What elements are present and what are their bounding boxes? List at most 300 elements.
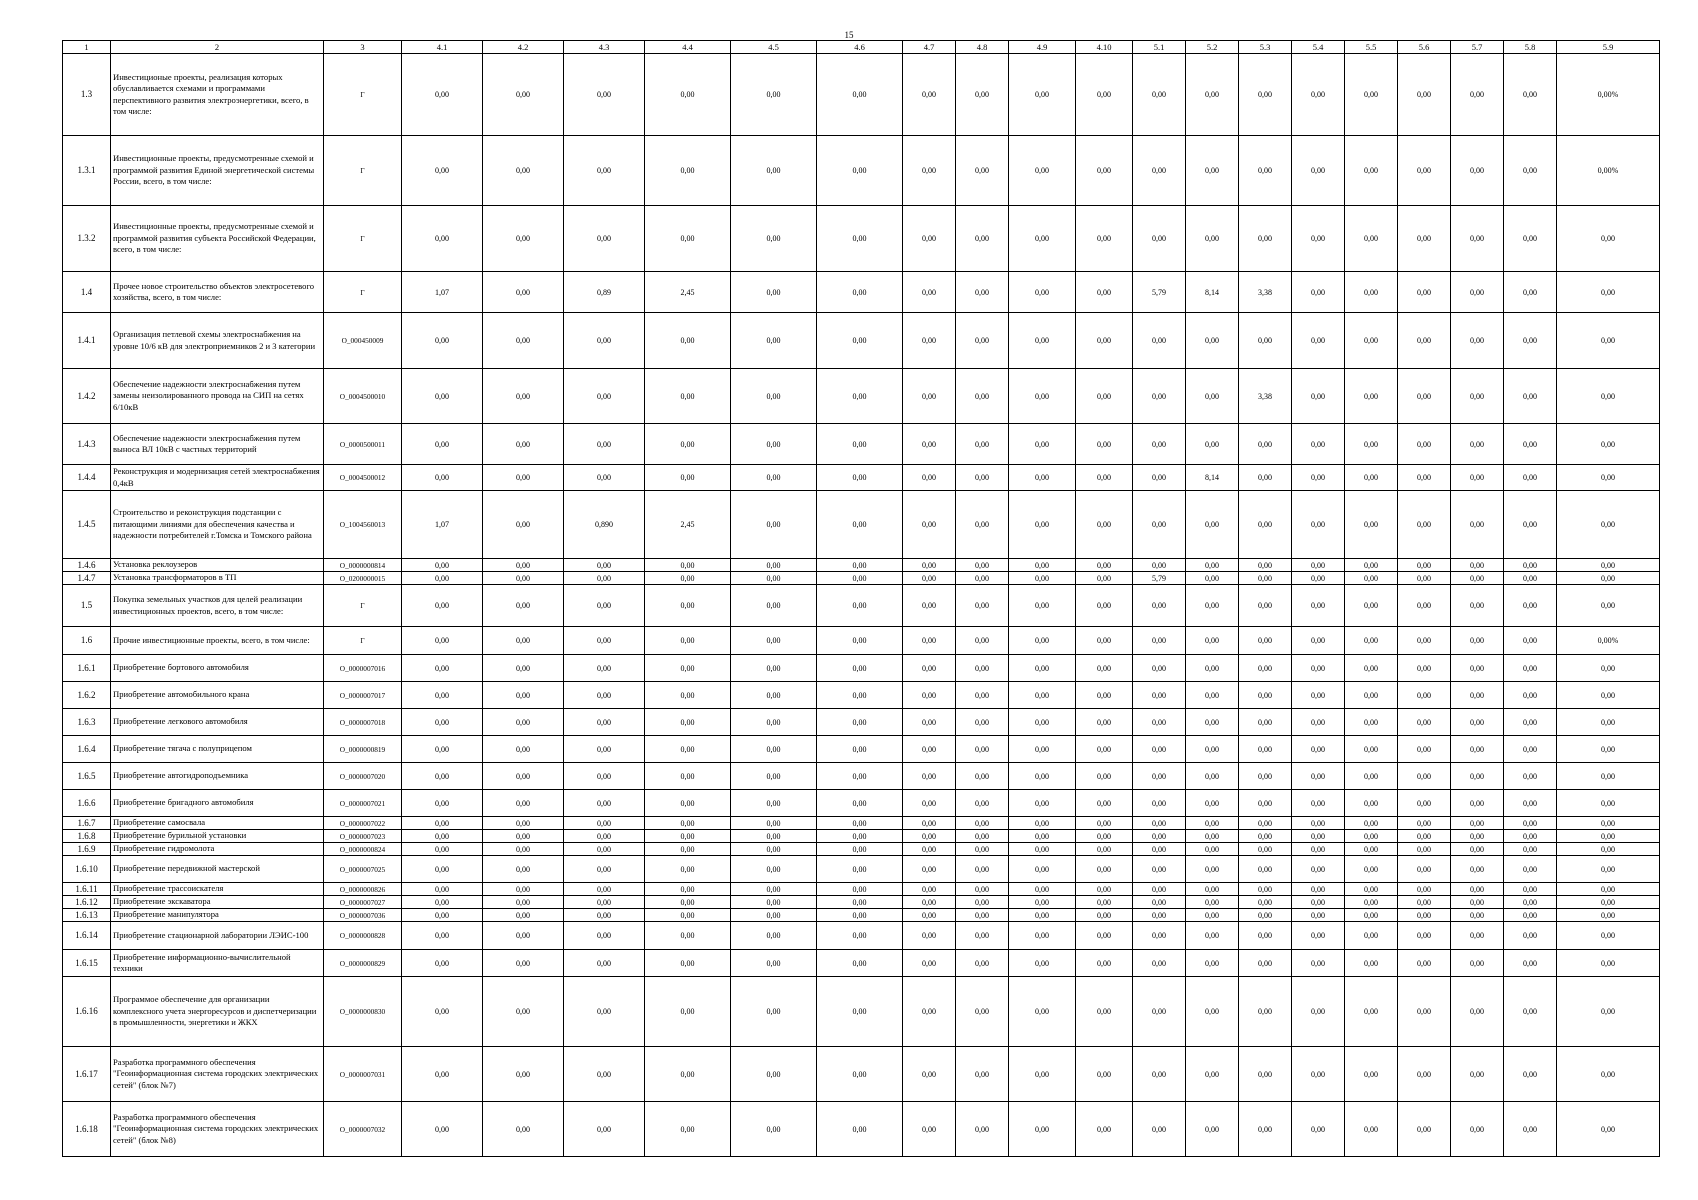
value-cell: 0,00: [1076, 763, 1133, 790]
value-cell: 0,00: [402, 313, 483, 369]
value-cell: 0,00: [1504, 206, 1557, 272]
value-cell: 0,00: [731, 922, 817, 950]
value-cell: 0,00: [1186, 655, 1239, 682]
row-number: 1.4: [63, 272, 111, 313]
column-header: 4.9: [1009, 41, 1076, 54]
value-cell: 0,00: [1345, 136, 1398, 206]
row-number: 1.6.6: [63, 790, 111, 817]
value-cell: 0,00: [402, 977, 483, 1047]
value-cell: 0,00: [483, 922, 564, 950]
value-cell: 0,00: [1345, 790, 1398, 817]
value-cell: 0,00: [1504, 559, 1557, 572]
value-cell: 0,00: [1186, 682, 1239, 709]
value-cell: 0,00: [903, 1047, 956, 1102]
value-cell: 0,00: [903, 763, 956, 790]
value-cell: 0,00: [956, 763, 1009, 790]
value-cell: 0,00: [483, 54, 564, 136]
value-cell: 0,00: [483, 830, 564, 843]
value-cell: 0,00: [817, 896, 903, 909]
value-cell: 0,00: [1009, 136, 1076, 206]
value-cell: 0,00: [1009, 763, 1076, 790]
value-cell: 0,00: [1133, 54, 1186, 136]
value-cell: 0,00: [1398, 856, 1451, 883]
value-cell: 0,00: [1292, 465, 1345, 491]
value-cell: 0,00: [1451, 369, 1504, 424]
value-cell: 0,00: [645, 843, 731, 856]
value-cell: 0,00: [1345, 817, 1398, 830]
value-cell: 8,14: [1186, 465, 1239, 491]
value-cell: 0,00: [817, 856, 903, 883]
value-cell: 0,00: [1239, 491, 1292, 559]
value-cell: 0,00: [731, 830, 817, 843]
table-row: [63, 369, 1660, 424]
value-cell: 0,00: [1076, 709, 1133, 736]
project-code: O_0000007032: [324, 1102, 402, 1157]
value-cell: 0,00: [1239, 136, 1292, 206]
project-code: O_0000007022: [324, 817, 402, 830]
value-cell: 0,00: [1009, 736, 1076, 763]
value-cell: 0,00: [402, 922, 483, 950]
value-cell: 0,00: [956, 491, 1009, 559]
value-cell: 0,00: [564, 843, 645, 856]
value-cell: 0,00: [903, 465, 956, 491]
value-cell: 0,00: [903, 424, 956, 465]
value-cell: 0,00: [903, 313, 956, 369]
value-cell: 0,00: [1557, 206, 1660, 272]
value-cell: 0,00: [564, 856, 645, 883]
value-cell: 0,00: [1398, 790, 1451, 817]
value-cell: 5,79: [1133, 272, 1186, 313]
value-cell: 0,00: [1009, 1102, 1076, 1157]
value-cell: 0,00: [1292, 896, 1345, 909]
project-code: O_0000000830: [324, 977, 402, 1047]
value-cell: 0,00: [564, 1102, 645, 1157]
value-cell: 0,00: [1398, 830, 1451, 843]
value-cell: 3,38: [1239, 272, 1292, 313]
value-cell: 0,00: [956, 54, 1009, 136]
value-cell: 0,00: [402, 817, 483, 830]
value-cell: 0,00: [1451, 206, 1504, 272]
value-cell: 0,00: [1133, 465, 1186, 491]
value-cell: 0,00: [1292, 424, 1345, 465]
table-row: [63, 909, 1660, 922]
project-code: Г: [324, 54, 402, 136]
value-cell: 0,00: [1186, 369, 1239, 424]
value-cell: 0,00: [1186, 709, 1239, 736]
value-cell: 0,00: [1186, 559, 1239, 572]
project-name: Приобретение манипулятора: [111, 909, 324, 922]
value-cell: 0,00: [1076, 585, 1133, 627]
table-row: [63, 585, 1660, 627]
value-cell: 0,00: [1504, 682, 1557, 709]
value-cell: 0,00: [1186, 856, 1239, 883]
value-cell: 0,00: [1133, 763, 1186, 790]
value-cell: 0,00: [1504, 424, 1557, 465]
value-cell: 0,00: [1504, 856, 1557, 883]
project-name: Строительство и реконструкция подстанции с питающими линиями для обеспечения качества и надежности потребителей г.Томска и Томского района: [111, 491, 324, 559]
project-code: O_0000007023: [324, 830, 402, 843]
value-cell: 0,00: [903, 909, 956, 922]
value-cell: 0,00: [483, 909, 564, 922]
value-cell: 0,00: [1133, 1047, 1186, 1102]
table-row: [63, 424, 1660, 465]
row-number: 1.4.7: [63, 572, 111, 585]
row-number: 1.6.7: [63, 817, 111, 830]
value-cell: 0,00: [817, 790, 903, 817]
column-header: 4.5: [731, 41, 817, 54]
value-cell: 0,00: [564, 950, 645, 977]
value-cell: 0,00: [1451, 682, 1504, 709]
value-cell: 0,00: [645, 54, 731, 136]
row-number: 1.6.17: [63, 1047, 111, 1102]
value-cell: 0,00: [1504, 830, 1557, 843]
value-cell: 0,00: [1009, 843, 1076, 856]
value-cell: 0,00: [1076, 491, 1133, 559]
value-cell: 0,00: [564, 883, 645, 896]
column-header: 5.2: [1186, 41, 1239, 54]
value-cell: 0,00: [1557, 950, 1660, 977]
value-cell: 0,00: [1398, 54, 1451, 136]
value-cell: 0,00: [564, 424, 645, 465]
value-cell: 0,00: [956, 369, 1009, 424]
value-cell: 0,00: [1239, 950, 1292, 977]
value-cell: 0,00: [402, 790, 483, 817]
value-cell: 0,00: [1133, 709, 1186, 736]
value-cell: 0,00: [564, 817, 645, 830]
value-cell: 0,00: [1076, 896, 1133, 909]
value-cell: 0,00: [1076, 1102, 1133, 1157]
value-cell: 0,00: [1504, 1047, 1557, 1102]
value-cell: 0,00: [645, 465, 731, 491]
value-cell: 0,00: [1345, 763, 1398, 790]
value-cell: 0,00: [402, 585, 483, 627]
value-cell: 0,00: [1186, 1047, 1239, 1102]
value-cell: 0,00: [1133, 883, 1186, 896]
column-header: 4.1: [402, 41, 483, 54]
value-cell: 0,00: [1557, 465, 1660, 491]
value-cell: 0,00: [956, 830, 1009, 843]
value-cell: 0,00: [1186, 313, 1239, 369]
value-cell: 0,00: [1133, 736, 1186, 763]
value-cell: 0,00: [645, 883, 731, 896]
value-cell: 0,00: [1076, 843, 1133, 856]
project-name: Реконструкция и модернизация сетей электроснабжения 0,4кВ: [111, 465, 324, 491]
value-cell: 0,00: [1133, 856, 1186, 883]
value-cell: 0,00: [1451, 817, 1504, 830]
row-number: 1.6.10: [63, 856, 111, 883]
value-cell: 0,00: [483, 1047, 564, 1102]
table-row: [63, 922, 1660, 950]
value-cell: 0,00: [1186, 424, 1239, 465]
column-header: 5.5: [1345, 41, 1398, 54]
value-cell: 0,00: [1345, 950, 1398, 977]
project-name: Покупка земельных участков для целей реализации инвестиционных проектов, всего, в том числе:: [111, 585, 324, 627]
project-code: O_0004500010: [324, 369, 402, 424]
table-row: [63, 843, 1660, 856]
value-cell: 0,00: [1557, 655, 1660, 682]
value-cell: 0,00: [1451, 830, 1504, 843]
value-cell: 0,00: [1009, 272, 1076, 313]
value-cell: 0,00: [402, 843, 483, 856]
project-name: Обеспечение надежности электроснабжения путем замены неизолированного провода на СИП на сетях 6/10кВ: [111, 369, 324, 424]
value-cell: 0,00: [817, 977, 903, 1047]
value-cell: 0,00: [1076, 559, 1133, 572]
value-cell: 1,07: [402, 272, 483, 313]
value-cell: 0,00: [1239, 424, 1292, 465]
value-cell: 0,00%: [1557, 627, 1660, 655]
value-cell: 0,00: [903, 817, 956, 830]
value-cell: 0,00: [1557, 682, 1660, 709]
table-row: [63, 950, 1660, 977]
value-cell: 0,00: [1076, 883, 1133, 896]
value-cell: 0,00: [731, 736, 817, 763]
value-cell: 0,00: [483, 682, 564, 709]
table-row: [63, 856, 1660, 883]
value-cell: 0,00: [903, 655, 956, 682]
value-cell: 0,00: [1557, 585, 1660, 627]
value-cell: 0,00: [1451, 1047, 1504, 1102]
value-cell: 0,00: [1292, 206, 1345, 272]
value-cell: 0,00: [1398, 206, 1451, 272]
project-name: Приобретение легкового автомобиля: [111, 709, 324, 736]
value-cell: 0,00: [1345, 272, 1398, 313]
value-cell: 0,00: [402, 465, 483, 491]
row-number: 1.6.9: [63, 843, 111, 856]
value-cell: 0,00: [1076, 790, 1133, 817]
value-cell: 0,00: [817, 206, 903, 272]
table-row: [63, 272, 1660, 313]
value-cell: 0,00: [1133, 817, 1186, 830]
value-cell: 0,00: [1009, 856, 1076, 883]
value-cell: 0,00: [1292, 790, 1345, 817]
value-cell: 0,00: [483, 856, 564, 883]
value-cell: 0,00: [645, 136, 731, 206]
value-cell: 0,00: [1076, 272, 1133, 313]
value-cell: 0,00: [956, 682, 1009, 709]
table-row: [63, 465, 1660, 491]
project-code: Г: [324, 585, 402, 627]
value-cell: 0,00: [1504, 585, 1557, 627]
value-cell: 0,00: [956, 1102, 1009, 1157]
table-row: [63, 559, 1660, 572]
value-cell: 0,00: [1451, 465, 1504, 491]
value-cell: 0,00: [1557, 896, 1660, 909]
value-cell: 0,00: [1133, 950, 1186, 977]
value-cell: 0,890: [564, 491, 645, 559]
value-cell: 0,00: [817, 883, 903, 896]
value-cell: 0,00: [956, 977, 1009, 1047]
table-row: [63, 655, 1660, 682]
value-cell: 0,00: [1504, 627, 1557, 655]
value-cell: 0,00: [402, 883, 483, 896]
value-cell: 0,00: [645, 790, 731, 817]
value-cell: 0,00: [1504, 896, 1557, 909]
value-cell: 0,00: [1557, 424, 1660, 465]
value-cell: 0,00: [1239, 572, 1292, 585]
value-cell: 0,00: [564, 559, 645, 572]
table-row: [63, 736, 1660, 763]
value-cell: 0,00: [1076, 922, 1133, 950]
value-cell: 0,00: [645, 682, 731, 709]
value-cell: 0,00: [402, 736, 483, 763]
value-cell: 0,00: [1009, 1047, 1076, 1102]
value-cell: 0,00: [1398, 843, 1451, 856]
value-cell: 0,00: [731, 272, 817, 313]
value-cell: 0,00: [1239, 559, 1292, 572]
value-cell: 0,00: [1076, 1047, 1133, 1102]
value-cell: 0,00: [1186, 736, 1239, 763]
value-cell: 0,00: [1292, 883, 1345, 896]
value-cell: 0,00: [1239, 709, 1292, 736]
value-cell: 0,00: [1451, 572, 1504, 585]
value-cell: 0,00: [1076, 206, 1133, 272]
value-cell: 0,00: [1398, 950, 1451, 977]
value-cell: 8,14: [1186, 272, 1239, 313]
value-cell: 0,00: [1345, 830, 1398, 843]
value-cell: 0,00: [645, 424, 731, 465]
value-cell: 0,00: [564, 54, 645, 136]
value-cell: 0,00: [1009, 206, 1076, 272]
project-name: Приобретение экскаватора: [111, 896, 324, 909]
value-cell: 0,00: [1239, 856, 1292, 883]
value-cell: 0,00: [645, 1102, 731, 1157]
value-cell: 0,00: [1292, 1047, 1345, 1102]
project-code: O_0000007021: [324, 790, 402, 817]
project-name: Приобретение гидромолота: [111, 843, 324, 856]
value-cell: 0,00: [903, 883, 956, 896]
column-header: 5.8: [1504, 41, 1557, 54]
table-row: [63, 54, 1660, 136]
value-cell: 0,00: [1398, 896, 1451, 909]
value-cell: 0,00: [483, 491, 564, 559]
value-cell: 0,00: [1504, 977, 1557, 1047]
value-cell: 0,00: [1398, 909, 1451, 922]
value-cell: 0,00: [1133, 585, 1186, 627]
value-cell: 0,00: [1292, 950, 1345, 977]
value-cell: 0,00: [956, 736, 1009, 763]
value-cell: 0,00: [956, 585, 1009, 627]
column-header: 4.7: [903, 41, 956, 54]
project-name: Приобретение стационарной лаборатории ЛЭИС-100: [111, 922, 324, 950]
value-cell: 0,00: [1239, 1047, 1292, 1102]
project-code: O_0000007016: [324, 655, 402, 682]
value-cell: 0,00: [1239, 655, 1292, 682]
project-code: O_0000000826: [324, 883, 402, 896]
value-cell: 0,00: [1292, 54, 1345, 136]
project-code: O_0000000828: [324, 922, 402, 950]
value-cell: 0,00: [1009, 709, 1076, 736]
value-cell: 0,00: [1076, 369, 1133, 424]
value-cell: 0,00: [1504, 763, 1557, 790]
value-cell: 0,00: [1133, 843, 1186, 856]
value-cell: 0,00: [1557, 909, 1660, 922]
value-cell: 0,00: [1557, 491, 1660, 559]
value-cell: 0,00: [1239, 206, 1292, 272]
value-cell: 0,00: [483, 950, 564, 977]
row-number: 1.6.8: [63, 830, 111, 843]
value-cell: 0,00: [564, 572, 645, 585]
value-cell: 0,00: [645, 627, 731, 655]
value-cell: 0,00: [1009, 465, 1076, 491]
value-cell: 0,00: [731, 896, 817, 909]
value-cell: 0,00: [483, 272, 564, 313]
table-row: [63, 790, 1660, 817]
value-cell: 0,00: [1133, 369, 1186, 424]
table-row: [63, 313, 1660, 369]
value-cell: 0,00: [1133, 830, 1186, 843]
column-header: 4.2: [483, 41, 564, 54]
value-cell: 0,00: [1186, 922, 1239, 950]
value-cell: 0,00: [1451, 909, 1504, 922]
value-cell: 0,00: [1451, 843, 1504, 856]
value-cell: 0,00: [1451, 136, 1504, 206]
value-cell: 0,00: [1504, 136, 1557, 206]
value-cell: 0,00: [1009, 54, 1076, 136]
row-number: 1.4.3: [63, 424, 111, 465]
project-name: Инвестиционные проекты, предусмотренные схемой и программой развития субъекта Российской Федерации, всего, в том числе:: [111, 206, 324, 272]
row-number: 1.6.2: [63, 682, 111, 709]
value-cell: 0,00: [1504, 922, 1557, 950]
page-number: 15: [844, 30, 854, 40]
value-cell: 0,00: [1009, 790, 1076, 817]
value-cell: 0,00: [1009, 830, 1076, 843]
value-cell: 0,00: [402, 709, 483, 736]
value-cell: 0,00: [564, 977, 645, 1047]
value-cell: 0,00: [1009, 817, 1076, 830]
value-cell: 0,00: [1186, 206, 1239, 272]
value-cell: 0,00: [1292, 572, 1345, 585]
value-cell: 0,00: [1009, 655, 1076, 682]
value-cell: 0,00: [1133, 424, 1186, 465]
value-cell: 0,00: [1292, 585, 1345, 627]
value-cell: 0,00: [731, 950, 817, 977]
value-cell: 0,00: [1009, 883, 1076, 896]
value-cell: 0,00: [1009, 559, 1076, 572]
value-cell: 0,00: [731, 1102, 817, 1157]
value-cell: 0,00: [731, 559, 817, 572]
value-cell: 0,00: [1076, 736, 1133, 763]
value-cell: 0,00: [1186, 1102, 1239, 1157]
value-cell: 0,00: [1292, 491, 1345, 559]
value-cell: 0,00: [1398, 655, 1451, 682]
value-cell: 0,00: [1009, 950, 1076, 977]
value-cell: 0,00: [1186, 950, 1239, 977]
value-cell: 0,00: [731, 313, 817, 369]
value-cell: 0,00: [903, 709, 956, 736]
value-cell: 0,00: [1076, 54, 1133, 136]
value-cell: 0,00: [564, 585, 645, 627]
column-header: 4.4: [645, 41, 731, 54]
value-cell: 0,00: [1557, 922, 1660, 950]
value-cell: 0,00: [817, 922, 903, 950]
value-cell: 0,00: [817, 1102, 903, 1157]
value-cell: 0,00: [1504, 54, 1557, 136]
value-cell: 0,00: [1345, 856, 1398, 883]
value-cell: 0,00: [645, 709, 731, 736]
value-cell: 0,00: [564, 465, 645, 491]
value-cell: 0,00: [483, 655, 564, 682]
value-cell: 0,00: [1557, 559, 1660, 572]
value-cell: 0,00: [1345, 1102, 1398, 1157]
value-cell: 0,00: [1133, 790, 1186, 817]
value-cell: 0,00: [1186, 843, 1239, 856]
value-cell: 0,00: [483, 709, 564, 736]
value-cell: 0,00: [817, 843, 903, 856]
value-cell: 0,00: [1451, 950, 1504, 977]
value-cell: 0,00: [956, 896, 1009, 909]
value-cell: 0,00: [1398, 313, 1451, 369]
value-cell: 0,00: [1345, 896, 1398, 909]
